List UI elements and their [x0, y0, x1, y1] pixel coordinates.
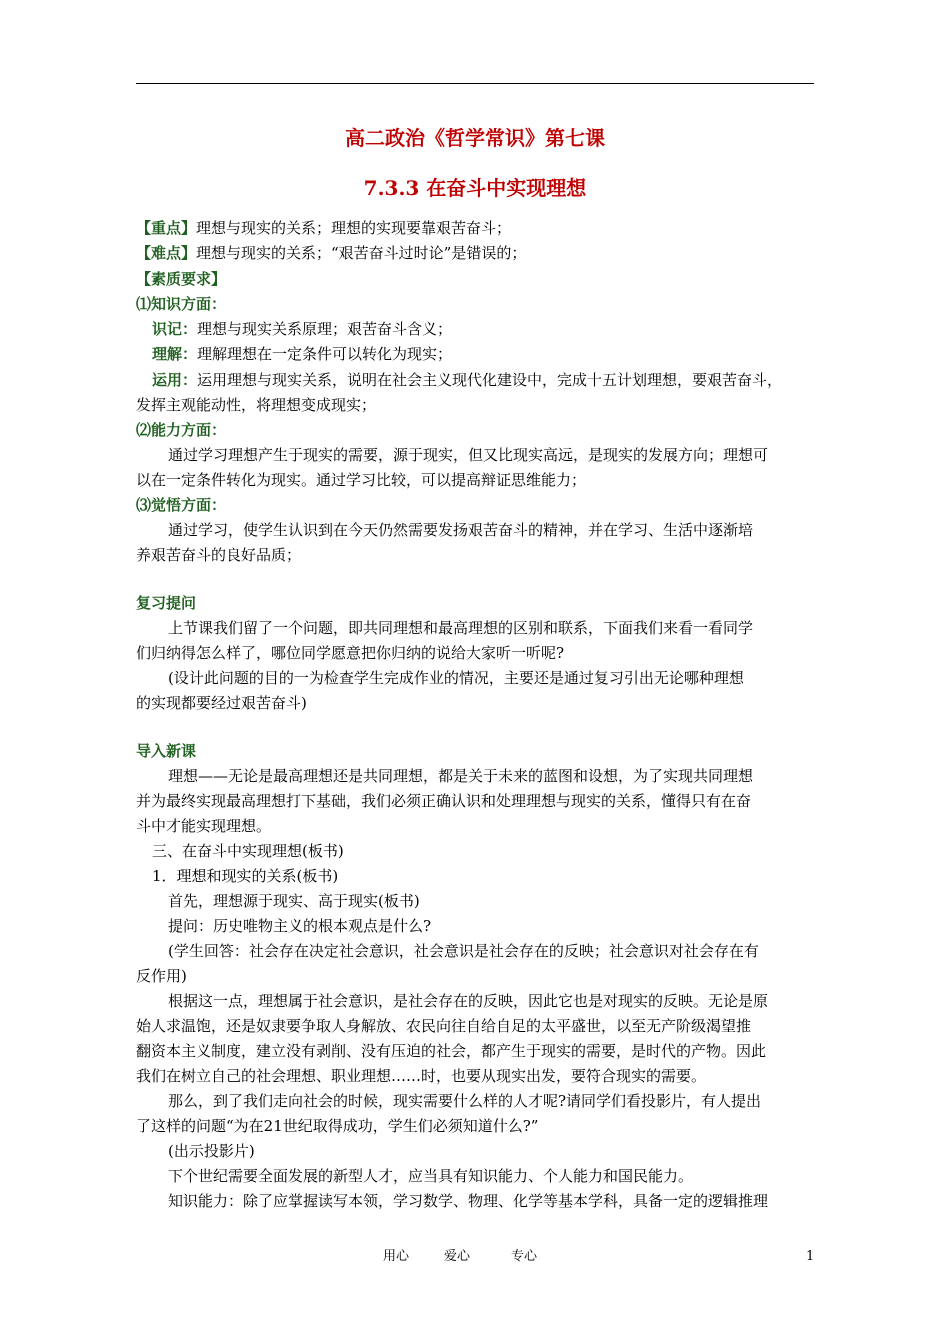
apply-label: 运用：	[152, 371, 198, 389]
intro-line: 那么，到了我们走向社会的时候，现实需要什么样的人才呢?请同学们看投影片，有人提出	[168, 1092, 762, 1110]
intro-line: 根据这一点，理想属于社会意识，是社会存在的反映，因此它也是对现实的反映。无论是原	[168, 992, 769, 1010]
apply-line	[152, 370, 816, 390]
intro-line: 理想——无论是最高理想还是共同理想，都是关于未来的蓝图和设想，为了实现共同理想	[168, 767, 754, 785]
understand-label: 理解：	[152, 345, 198, 363]
intro-line: (学生回答：社会存在决定社会意识，社会意识是社会存在的反映；社会意识对社会存在有	[168, 942, 759, 960]
review-line-1: 上节课我们留了一个问题，即共同理想和最高理想的区别和联系，下面我们来看一看同学	[168, 619, 754, 637]
document-subtitle: 7.3.3 在奋斗中实现理想	[363, 176, 587, 200]
review-line-4: 的实现都要经过艰苦奋斗)	[136, 694, 307, 712]
intro-line: 1．理想和现实的关系(板书)	[152, 867, 339, 885]
intro-line: (出示投影片)	[168, 1142, 255, 1160]
intro-line: 我们在树立自己的社会理想、职业理想……时，也要从现实出发，要符合现实的需要。	[136, 1067, 707, 1085]
ability-line-2: 以在一定条件转化为现实。通过学习比较，可以提高辩证思维能力；	[136, 471, 587, 489]
footer-text-1: 用心	[383, 1249, 410, 1264]
page-number: 1	[806, 1249, 815, 1264]
difficulties-text: 理想与现实的关系；“艰苦奋斗过时论”是错误的；	[196, 244, 527, 262]
review-heading: 复习提问	[136, 594, 197, 612]
review-line-3: (设计此问题的目的一为检查学生完成作业的情况，主要还是通过复习引出无论哪种理想	[168, 669, 744, 687]
intro-line: 下个世纪需要全面发展的新型人才，应当具有知识能力、个人能力和国民能力。	[168, 1167, 694, 1185]
footer-text-3: 专心	[511, 1249, 538, 1264]
intro-line: 三、在奋斗中实现理想(板书)	[152, 842, 344, 860]
header-rule	[136, 83, 814, 84]
recall-text: 理想与现实关系原理；艰苦奋斗含义；	[197, 320, 453, 338]
intro-line: 始人求温饱，还是奴隶要争取人身解放、农民向往自给自足的太平盛世，以至无产阶级渴望推	[136, 1017, 752, 1035]
recall-label: 识记：	[152, 320, 198, 338]
intro-line: 了这样的问题“为在21世纪取得成功，学生们必须知道什么?”	[136, 1117, 539, 1135]
understand-text: 理解理想在一定条件可以转化为现实；	[197, 345, 453, 363]
ability-heading: ⑵能力方面：	[136, 421, 227, 439]
document-title: 高二政治《哲学常识》第七课	[345, 126, 605, 150]
understand-line	[152, 344, 816, 364]
apply-line-2: 发挥主观能动性，将理想变成现实；	[136, 396, 377, 414]
awareness-line-2: 养艰苦奋斗的良好品质；	[136, 546, 302, 564]
awareness-line-1: 通过学习，使学生认识到在今天仍然需要发扬艰苦奋斗的精神，并在学习、生活中逐渐培	[168, 521, 754, 539]
footer-text-2: 爱心	[444, 1249, 471, 1264]
awareness-heading: ⑶觉悟方面：	[136, 496, 227, 514]
intro-line: 反作用)	[136, 967, 187, 985]
intro-line: 知识能力：除了应掌握读写本领，学习数学、物理、化学等基本学科，具备一定的逻辑推理	[168, 1192, 769, 1210]
knowledge-heading: ⑴知识方面：	[136, 295, 227, 313]
key-points-text: 理想与现实的关系；理想的实现要靠艰苦奋斗；	[196, 219, 512, 237]
intro-line: 并为最终实现最高理想打下基础，我们必须正确认识和处理理想与现实的关系，懂得只有在奋	[136, 792, 752, 810]
apply-text: 运用理想与现实关系，说明在社会主义现代化建设中，完成十五计划理想，要艰苦奋斗，	[197, 371, 783, 389]
intro-line: 提问：历史唯物主义的根本观点是什么?	[168, 917, 432, 935]
difficulties-line	[136, 243, 816, 263]
quality-heading: 【素质要求】	[136, 270, 227, 288]
review-line-2: 们归纳得怎么样了，哪位同学愿意把你归纳的说给大家听一听呢?	[136, 644, 565, 662]
intro-line: 首先，理想源于现实、高于现实(板书)	[168, 892, 420, 910]
key-points-label: 【重点】	[136, 219, 197, 237]
intro-line: 翻资本主义制度，建立没有剥削、没有压迫的社会，都产生于现实的需要，是时代的产物。因此	[136, 1042, 767, 1060]
recall-line	[152, 319, 816, 339]
key-points-line	[136, 218, 816, 238]
intro-heading: 导入新课	[136, 742, 197, 760]
intro-line: 斗中才能实现理想。	[136, 817, 272, 835]
ability-line-1: 通过学习理想产生于现实的需要，源于现实，但又比现实高远，是现实的发展方向；理想可	[168, 446, 769, 464]
difficulties-label: 【难点】	[136, 244, 197, 262]
